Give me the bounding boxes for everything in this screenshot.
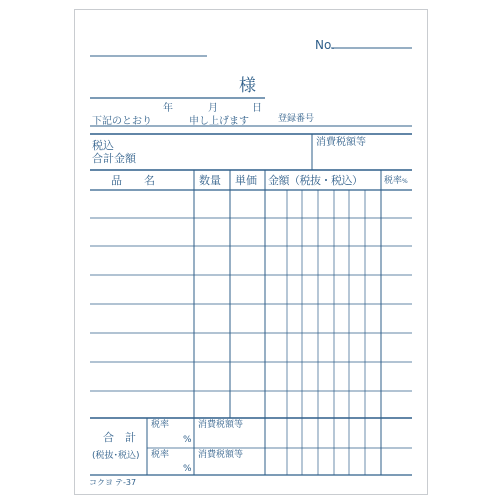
summary-percent-1: % <box>183 435 192 445</box>
intro-text-left: 下記のとおり <box>92 116 152 127</box>
summary-tax-label-1: 消費税額等 <box>198 420 244 430</box>
date-year-label: 年 <box>163 103 173 114</box>
header-tax-rate: 税率% <box>384 176 408 186</box>
table-rows <box>90 218 412 391</box>
total-label-line2: 合計金額 <box>92 152 136 165</box>
summary-percent-2: % <box>183 464 192 474</box>
header-unit-price: 単価 <box>235 174 257 187</box>
sama-honorific: 様 <box>239 76 256 96</box>
header-quantity: 数量 <box>199 174 221 187</box>
header-amount: 金額（税抜・税込） <box>268 174 363 187</box>
date-day-label: 日 <box>252 103 262 114</box>
amount-digit-columns <box>287 190 365 475</box>
total-label-line1: 税込 <box>92 139 114 152</box>
summary-rate-label-1: 税率 <box>151 420 170 430</box>
receipt-form-sheet <box>74 9 428 495</box>
summary-total-label: 合 計 <box>103 431 136 444</box>
summary-tax-excl-incl-label: (税抜･税込) <box>92 451 140 461</box>
date-month-label: 月 <box>208 103 218 114</box>
header-tax-rate-unit: % <box>402 178 408 185</box>
intro-text-right: 申し上げます <box>189 116 249 127</box>
consumption-tax-label: 消費税額等 <box>316 137 366 148</box>
footer-brand: コクヨ <box>89 478 113 487</box>
no-label: No. <box>315 38 335 52</box>
header-item-name: 品 名 <box>111 174 155 187</box>
summary-tax-label-2: 消費税額等 <box>198 450 244 460</box>
registration-number-label: 登録番号 <box>278 114 315 124</box>
footer-model-number: テ-37 <box>115 478 137 487</box>
summary-rate-label-2: 税率 <box>151 450 170 460</box>
